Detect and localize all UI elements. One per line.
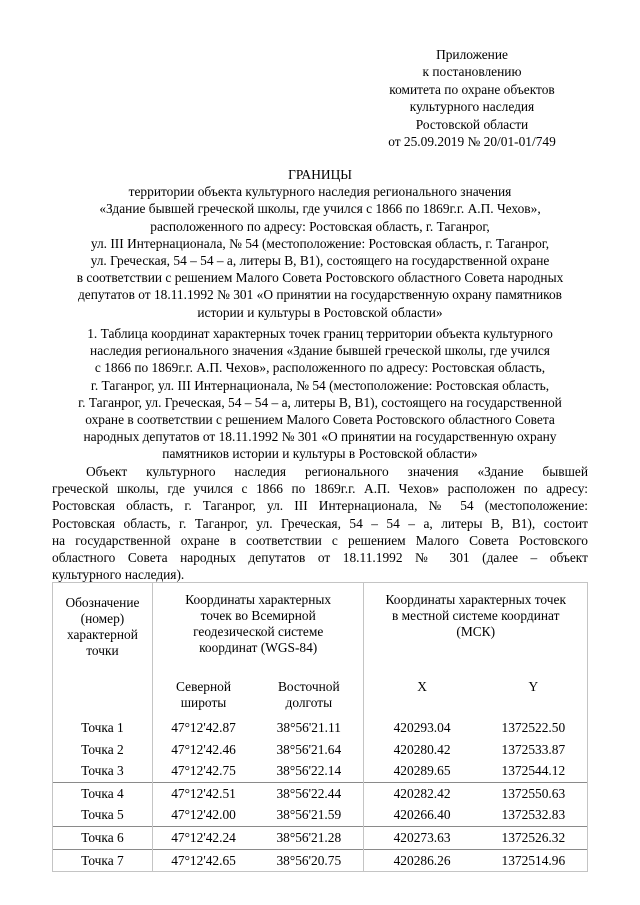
table-row [53,782,588,804]
cell-y: 1372544.12 [480,760,588,782]
paragraph-line: Ростовская область, г. Таганрог, ул. III Интернационала, № 54 (местоположение: [52,498,588,514]
title-line: депутатов от 18.11.1992 № 301 «О принятии на государственную охрану памятников [77,287,562,303]
cell-longitude: 38°56'21.64 [254,739,364,761]
table-row [53,826,588,849]
header-east-line: долготы [285,695,333,710]
title-heading: ГРАНИЦЫ [288,167,352,182]
caption-line: с 1866 по 1869г.г. А.П. Чехов», расположенного по адресу: Ростовская область, [94,360,546,376]
title-line: ул. III Интернационала, № 54 (местоположение: Ростовская область, г. Таганрог, [90,235,550,251]
header-east-longitude [254,670,364,717]
coordinates-table [52,582,588,872]
table-row [53,760,588,782]
paragraph-line: Объект культурного наследия регионального значения «Здание бывшей [86,464,588,479]
appendix-header [352,46,592,150]
cell-x: 420293.04 [393,720,451,735]
header-designation-line: Обозначение [65,595,140,610]
header-designation [53,583,153,718]
cell-y: 1372514.96 [480,849,588,872]
cell-point: Точка 2 [53,739,153,761]
header-designation-line: точки [86,643,119,658]
appendix-line: культурного наследия [409,99,535,115]
cell-x: 420289.65 [393,763,451,779]
caption-line: наследия регионального значения «Здание бывшей греческой школы, где учился [90,343,550,359]
header-north-line: Северной [176,679,231,694]
header-wgs-line: геодезической системе [193,624,324,639]
appendix-line: от 25.09.2019 № 20/01-01/749 [388,134,556,150]
cell-x: 420266.40 [393,807,451,823]
cell-latitude: 47°12'42.75 [171,763,236,779]
paragraph-line: Ростовская область, г. Таганрог, ул. Греческая, 54 – 54 – а, литеры В, В1), состоит [52,515,588,531]
cell-longitude: 38°56'21.11 [254,717,364,739]
cell-point: Точка 1 [53,717,153,739]
cell-y: 1372522.50 [480,717,588,739]
header-msk [364,583,588,671]
caption-line: г. Таганрог, ул. Греческая, 54 – 54 – а, литеры В, В1), состоящего на государственной [78,394,562,410]
cell-longitude: 38°56'22.44 [254,782,364,804]
table-row [53,739,588,761]
appendix-line: к постановлению [422,64,522,80]
document-title [40,166,600,321]
table-row [53,804,588,826]
title-line: расположенного по адресу: Ростовская область, г. Таганрог, [150,218,490,234]
appendix-line: комитета по охране объектов [389,81,555,97]
table-caption [40,325,600,463]
title-line: территории объекта культурного наследия регионального значения [128,184,512,200]
caption-line: памятников истории и культуры в Ростовской области» [162,446,478,462]
title-line: «Здание бывшей греческой школы, где учился с 1866 по 1869г.г. А.П. Чехов», [99,201,541,217]
header-wgs [152,583,364,671]
header-north-line: широты [180,695,227,710]
title-line: ул. Греческая, 54 – 54 – а, литеры В, В1), состоящего на государственной охране [90,253,550,269]
cell-y: 1372533.87 [480,739,588,761]
header-msk-line: в местной системе координат [391,608,560,623]
cell-latitude: 47°12'42.00 [171,807,236,823]
cell-y: 1372532.83 [480,804,588,826]
table-row [53,849,588,872]
cell-point: Точка 4 [53,782,153,804]
cell-x: 420282.42 [364,782,480,804]
paragraph-line: областного Совета народных депутатов от 18.11.1992 № 301 (далее – объект [52,549,588,565]
cell-x: 420273.63 [364,826,480,849]
header-wgs-line: точек во Всемирной [200,608,316,623]
cell-y: 1372526.32 [480,826,588,849]
paragraph-line: на государственной охране в соответствии с решением Малого Совета Ростовского [52,532,588,548]
cell-latitude: 47°12'42.87 [171,720,236,735]
caption-line: г. Таганрог, ул. III Интернационала, № 54 (местоположение: Ростовская область, [90,377,550,393]
body-paragraph [52,463,588,583]
title-line: в соответствии с решением Малого Совета Ростовского областного Совета народных [76,270,564,286]
header-designation-line: характерной [66,627,138,642]
paragraph-line: культурного наследия). [52,567,185,583]
paragraph-line: греческой школы, где учился с 1866 по 1869г.г. А.П. Чехов» расположен по адресу: [52,481,588,497]
cell-longitude: 38°56'21.59 [254,804,364,826]
title-line: истории и культуры в Ростовской области» [197,304,443,320]
cell-point: Точка 7 [53,849,153,872]
cell-point: Точка 5 [53,804,153,826]
cell-longitude: 38°56'20.75 [254,849,364,872]
header-wgs-line: Координаты характерных [185,592,332,607]
cell-latitude: 47°12'42.65 [152,849,254,872]
appendix-line: Ростовской области [415,116,529,132]
cell-point: Точка 6 [53,826,153,849]
cell-x: 420280.42 [393,741,451,757]
table-row [53,717,588,739]
appendix-line: Приложение [436,47,508,62]
header-x: X [417,679,427,694]
table-header-row [53,583,588,671]
caption-line: охране в соответствии с решением Малого Совета Ростовского областного Совета [85,412,555,428]
cell-latitude: 47°12'42.46 [171,741,236,757]
header-designation-line: (номер) [80,611,125,626]
cell-longitude: 38°56'21.28 [254,826,364,849]
header-east-line: Восточной [277,679,340,694]
header-wgs-line: координат (WGS-84) [199,640,318,655]
cell-longitude: 38°56'22.14 [254,760,364,782]
cell-y: 1372550.63 [480,782,588,804]
cell-x: 420286.26 [364,849,480,872]
header-msk-line: (МСК) [456,624,496,639]
header-y: Y [480,670,588,717]
caption-line: народных депутатов от 18.11.1992 № 301 «О принятии на государственную охрану [83,429,557,445]
cell-latitude: 47°12'42.51 [152,782,254,804]
cell-latitude: 47°12'42.24 [152,826,254,849]
header-msk-line: Координаты характерных точек [385,592,566,607]
header-north-latitude [152,670,254,717]
caption-line: 1. Таблица координат характерных точек границ территории объекта культурного [87,326,553,341]
cell-point: Точка 3 [53,760,153,782]
